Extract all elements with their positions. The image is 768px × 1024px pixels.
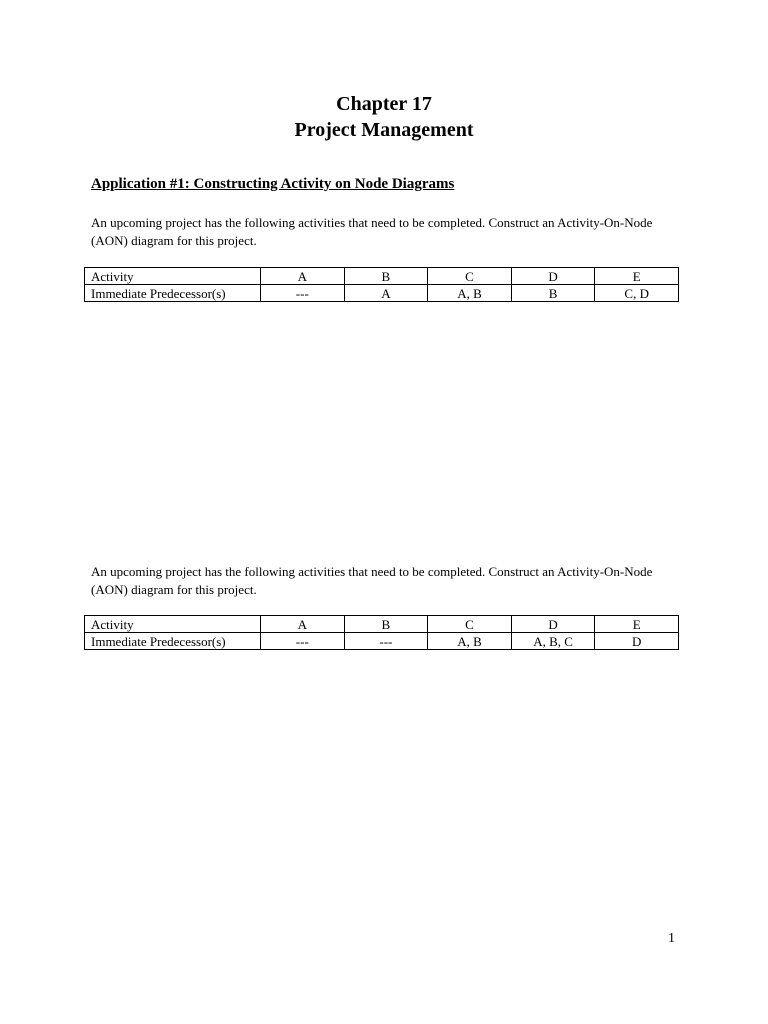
activity-row-label: Activity bbox=[85, 268, 261, 285]
activity-cell: C bbox=[428, 616, 512, 633]
predecessor-cell: D bbox=[595, 633, 679, 650]
predecessor-cell: --- bbox=[261, 633, 345, 650]
predecessor-cell: A, B bbox=[428, 285, 512, 302]
activity-row-label: Activity bbox=[85, 616, 261, 633]
activity-cell: B bbox=[344, 268, 428, 285]
activity-cell: B bbox=[344, 616, 428, 633]
predecessor-cell: A, B bbox=[428, 633, 512, 650]
activity-cell: E bbox=[595, 268, 679, 285]
activity-cell: D bbox=[511, 616, 595, 633]
predecessor-row bbox=[85, 285, 679, 302]
predecessor-row bbox=[85, 633, 679, 650]
predecessor-cell: C, D bbox=[595, 285, 679, 302]
activity-cell: D bbox=[511, 268, 595, 285]
activity-cell: A bbox=[261, 616, 345, 633]
problem-1-table bbox=[84, 267, 679, 302]
activity-cell: A bbox=[261, 268, 345, 285]
activity-row bbox=[85, 616, 679, 633]
chapter-subject: Project Management bbox=[294, 119, 474, 141]
page-number: 1 bbox=[668, 931, 675, 946]
problem-1-instructions: An upcoming project has the following activities that need to be completed. Construct an Activity-On-Node (AON) diagram for this project. bbox=[91, 215, 653, 248]
predecessor-row-label: Immediate Predecessor(s) bbox=[85, 285, 261, 302]
predecessor-cell: A, B, C bbox=[511, 633, 595, 650]
activity-cell: E bbox=[595, 616, 679, 633]
activity-cell: C bbox=[428, 268, 512, 285]
activity-row bbox=[85, 268, 679, 285]
predecessor-cell: B bbox=[511, 285, 595, 302]
problem-2-table bbox=[84, 615, 679, 650]
chapter-title: Chapter 17 bbox=[336, 93, 432, 115]
section-heading: Application #1: Constructing Activity on Node Diagrams bbox=[91, 176, 455, 192]
problem-2-instructions: An upcoming project has the following activities that need to be completed. Construct an Activity-On-Node (AON) diagram for this project. bbox=[91, 564, 653, 597]
predecessor-cell: --- bbox=[261, 285, 345, 302]
predecessor-cell: --- bbox=[344, 633, 428, 650]
predecessor-cell: A bbox=[344, 285, 428, 302]
predecessor-row-label: Immediate Predecessor(s) bbox=[85, 633, 261, 650]
